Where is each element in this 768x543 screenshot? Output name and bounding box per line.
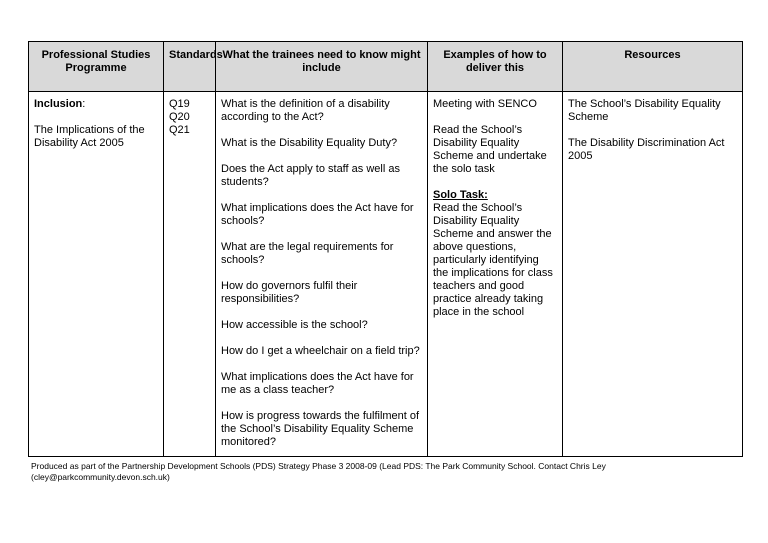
standard-code: Q20 bbox=[169, 111, 190, 123]
resource-item: The School’s Disability Equality Scheme bbox=[568, 98, 721, 123]
solo-task-title: Solo Task: bbox=[433, 189, 488, 201]
header-programme: Professional Studies Programme bbox=[29, 42, 164, 92]
header-deliver: Examples of how to deliver this bbox=[428, 42, 563, 92]
question-item: How do I get a wheelchair on a field trip? bbox=[221, 345, 420, 357]
standard-code: Q19 bbox=[169, 98, 190, 110]
programme-label: Inclusion: bbox=[34, 98, 86, 110]
questions-cell bbox=[216, 92, 428, 457]
programme-table bbox=[28, 41, 743, 457]
question-item: Does the Act apply to staff as well as students? bbox=[221, 163, 400, 188]
table-row bbox=[29, 92, 743, 457]
programme-cell bbox=[29, 92, 164, 457]
question-item: How is progress towards the fulfilment of the School’s Disability Equality Scheme monitored? bbox=[221, 410, 420, 448]
header-standards: Standards bbox=[164, 42, 216, 92]
delivery-read: Read the School’s Disability Equality Scheme and undertake the solo task bbox=[433, 124, 547, 175]
question-item: What implications does the Act have for schools? bbox=[221, 202, 414, 227]
header-resources: Resources bbox=[563, 42, 743, 92]
programme-topic: The Implications of the Disability Act 2005 bbox=[34, 124, 145, 149]
resource-item: The Disability Discrimination Act 2005 bbox=[568, 137, 725, 162]
delivery-cell bbox=[428, 92, 563, 457]
question-item: What is the definition of a disability according to the Act? bbox=[221, 98, 390, 123]
resources-cell bbox=[563, 92, 743, 457]
delivery-meeting: Meeting with SENCO bbox=[433, 98, 537, 110]
standard-code: Q21 bbox=[169, 124, 190, 136]
solo-task-text: Read the School’s Disability Equality Scheme and answer the above questions, particularly identifying the implications for class teachers and good practice already taking place in the school bbox=[433, 202, 553, 318]
header-know: What the trainees need to know might include bbox=[216, 42, 428, 92]
question-item: How accessible is the school? bbox=[221, 319, 368, 331]
question-item: What implications does the Act have for me as a class teacher? bbox=[221, 371, 414, 396]
header-row bbox=[29, 42, 743, 92]
question-item: What is the Disability Equality Duty? bbox=[221, 137, 398, 149]
page-footer: Produced as part of the Partnership Development Schools (PDS) Strategy Phase 3 2008-09 (Lead PDS: The Park Community School. Contact Chris Ley (cley@parkcommunity.devon.sch.uk) bbox=[31, 461, 606, 482]
question-item: What are the legal requirements for schools? bbox=[221, 241, 394, 266]
question-item: How do governors fulfil their responsibilities? bbox=[221, 280, 358, 305]
standards-cell bbox=[164, 92, 216, 457]
